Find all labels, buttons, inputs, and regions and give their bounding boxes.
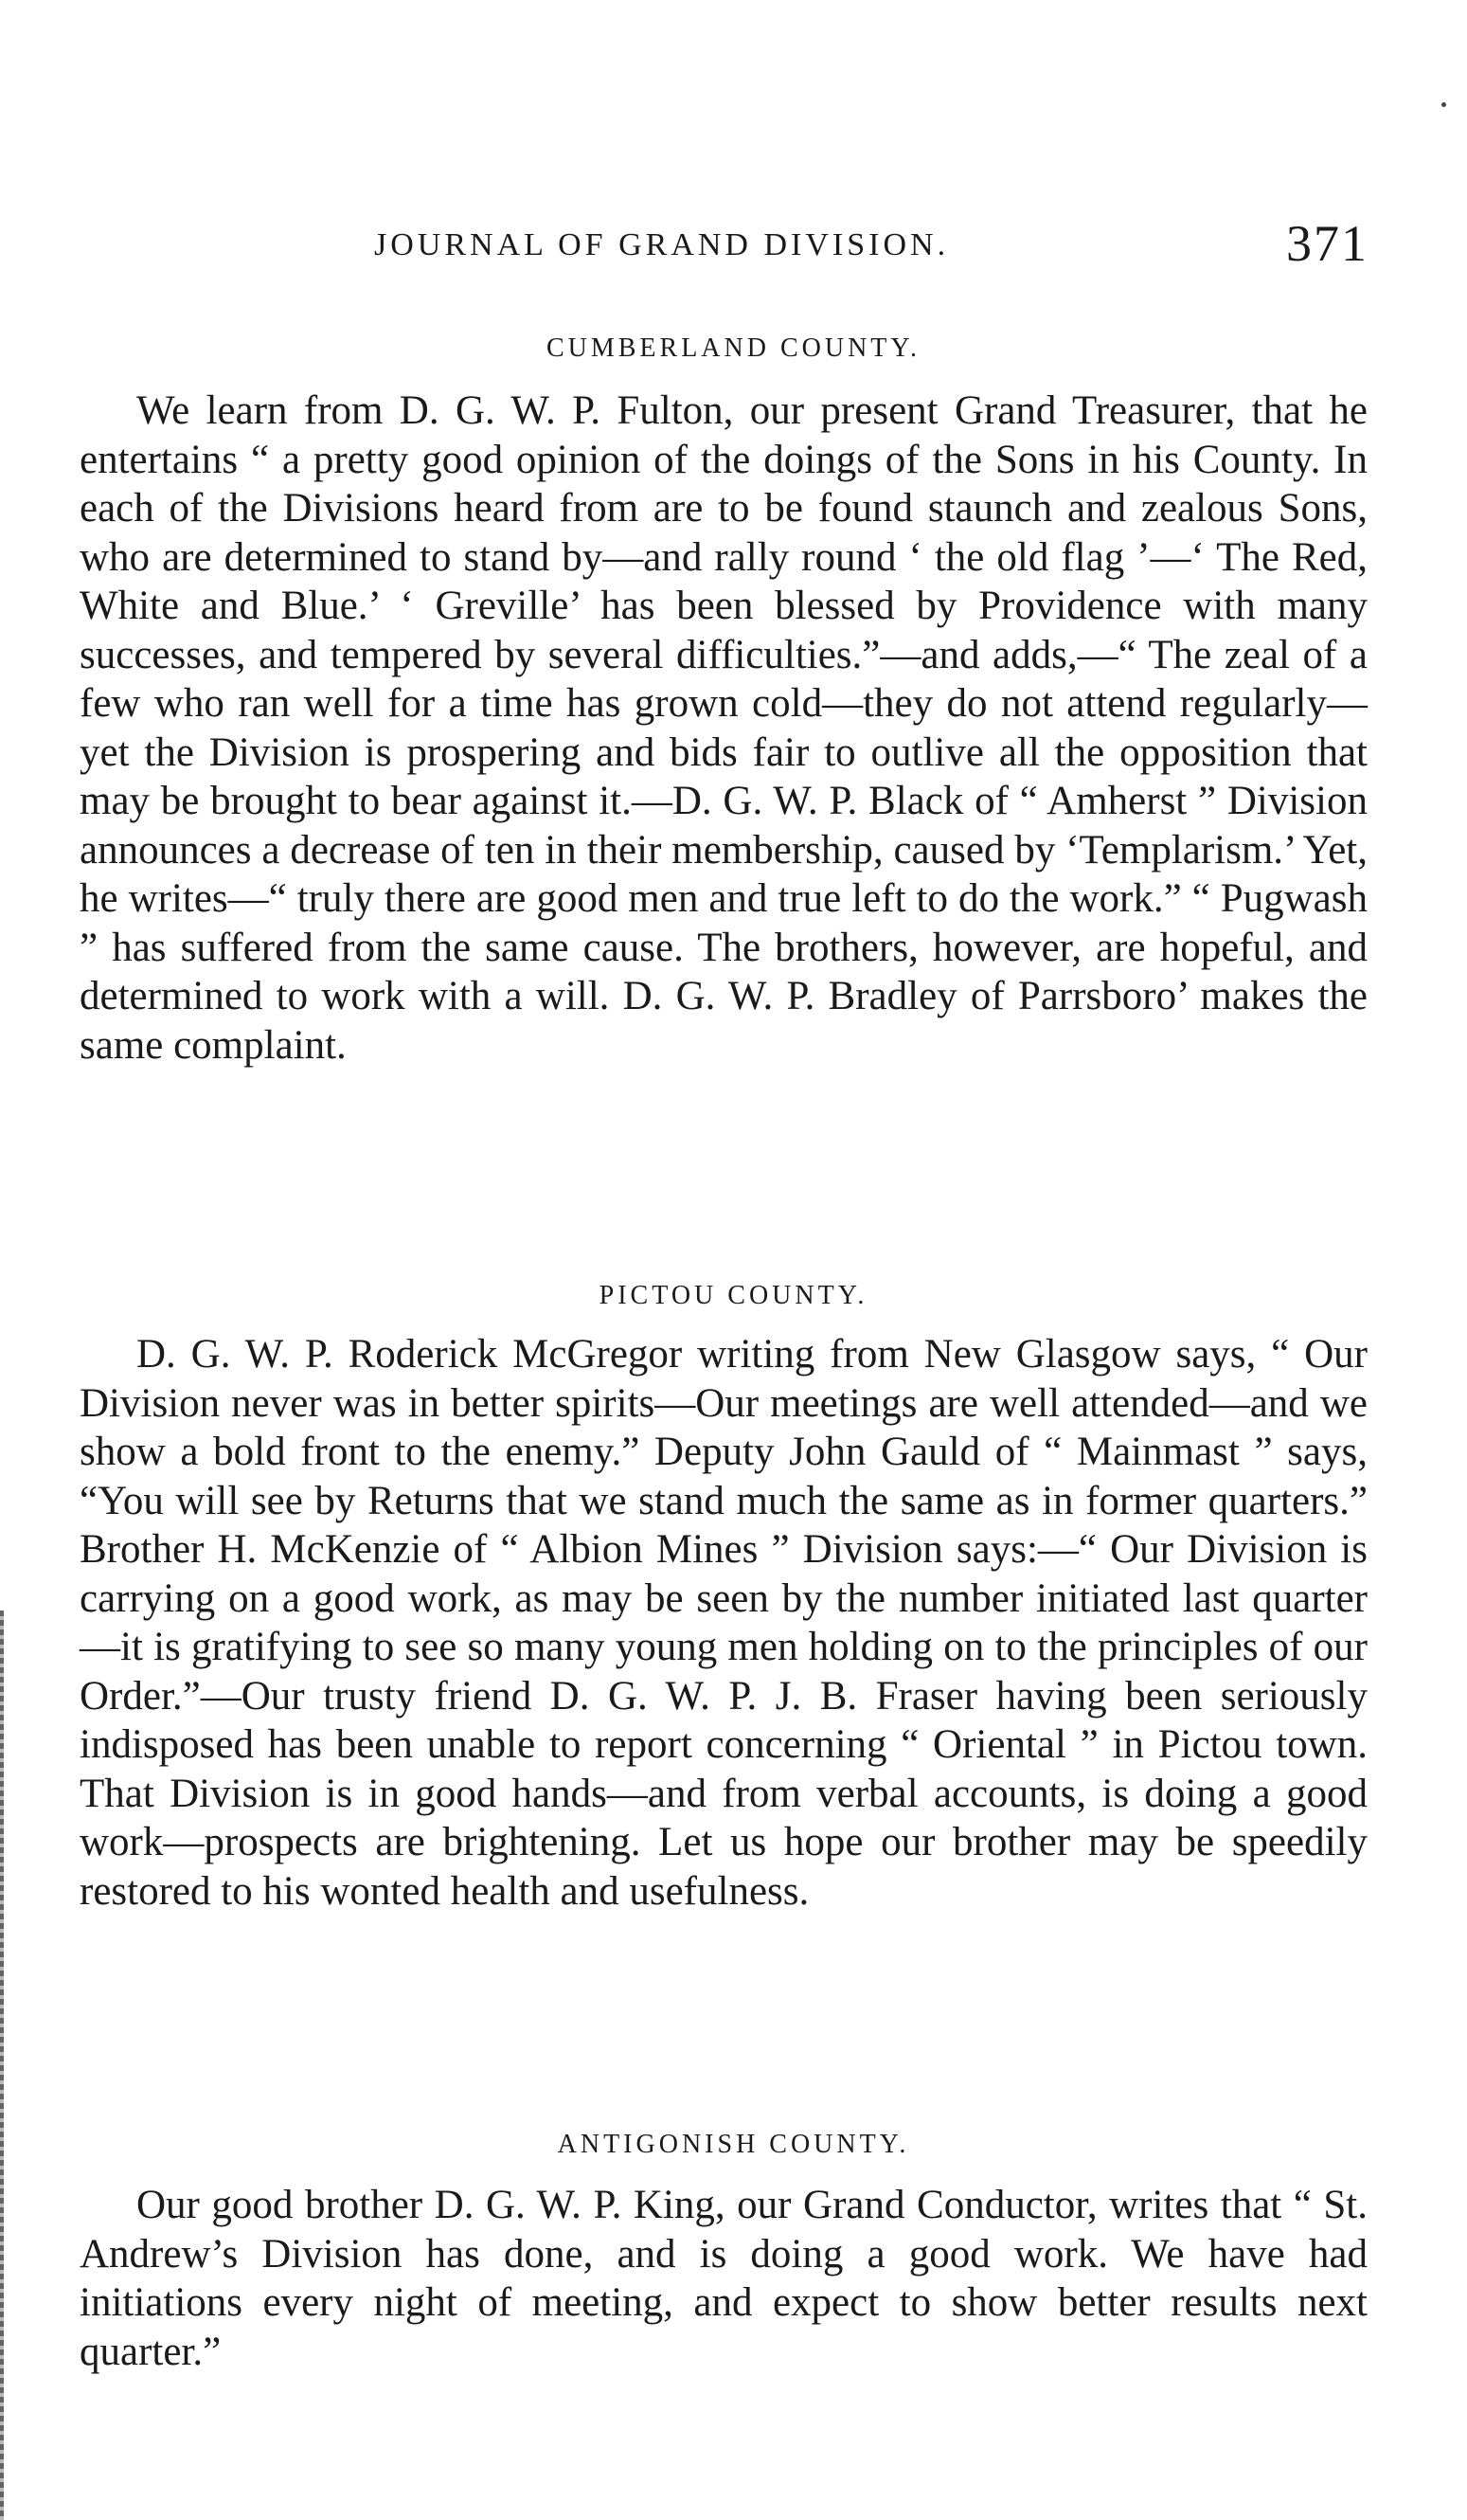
print-speck [1441,102,1446,107]
section-paragraph-cumberland: We learn from D. G. W. P. Fulton, our present Grand Treasurer, that he entertains “ a pretty good opinion of the doings of the Sons in his County. In each of the Divisions heard from are to be found staunch and zealous Sons, who are determined to stand by—and rally round ‘ the old flag ’—‘ The Red, White and Blue.’ ‘ Greville’ has been blessed by Providence with many successes, and tempered by several difficulties.”—and adds,—“ The zeal of a few who ran well for a time has grown cold—they do not attend regularly—yet the Division is prospering and bids fair to outlive all the opposition that may be brought to bear against it.—D. G. W. P. Black of “ Amherst ” Division announces a decrease of ten in their membership, caused by ‘Templarism.’ Yet, he writes—“ truly there are good men and true left to do the work.” “ Pugwash ” has suffered from the same cause. The brothers, however, are hopeful, and determined to work with a will. D. G. W. P. Bradley of Parrsboro’ makes the same complaint. [80,388,1368,1068]
section-heading-antigonish: ANTIGONISH COUNTY. [557,2130,910,2159]
section-paragraph-antigonish: Our good brother D. G. W. P. King, our Grand Conductor, writes that “ St. Andrew’s Division has done, and is doing a good work. We have had initiations every night of meeting, and expect to show better results next quarter.” [80,2183,1368,2374]
running-title: JOURNAL OF GRAND DIVISION. [374,227,950,262]
page-number: 371 [1286,215,1369,272]
section-heading-cumberland: CUMBERLAND COUNTY. [546,333,921,363]
page-edge-shadow [0,1611,4,2520]
running-head [374,215,1369,277]
section-heading-pictou: PICTOU COUNTY. [599,1281,868,1310]
section-paragraph-pictou: D. G. W. P. Roderick McGregor writing from New Glasgow says, “ Our Division never was in better spirits—Our meetings are well attended—and we show a bold front to the enemy.” Deputy John Gauld of “ Mainmast ” says, “You will see by Returns that we stand much the same as in former quarters.” Brother H. McKenzie of “ Albion Mines ” Division says:—“ Our Division is carrying on a good work, as may be seen by the number initiated last quarter—it is gratifying to see so many young men holding on to the principles of our Order.”—Our trusty friend D. G. W. P. J. B. Fraser having been seriously indisposed has been unable to report concerning “ Oriental ” in Pictou town. That Division is in good hands—and from verbal accounts, is doing a good work—prospects are brightening. Let us hope our brother may be speedily restored to his wonted health and usefulness. [80,1332,1368,1914]
